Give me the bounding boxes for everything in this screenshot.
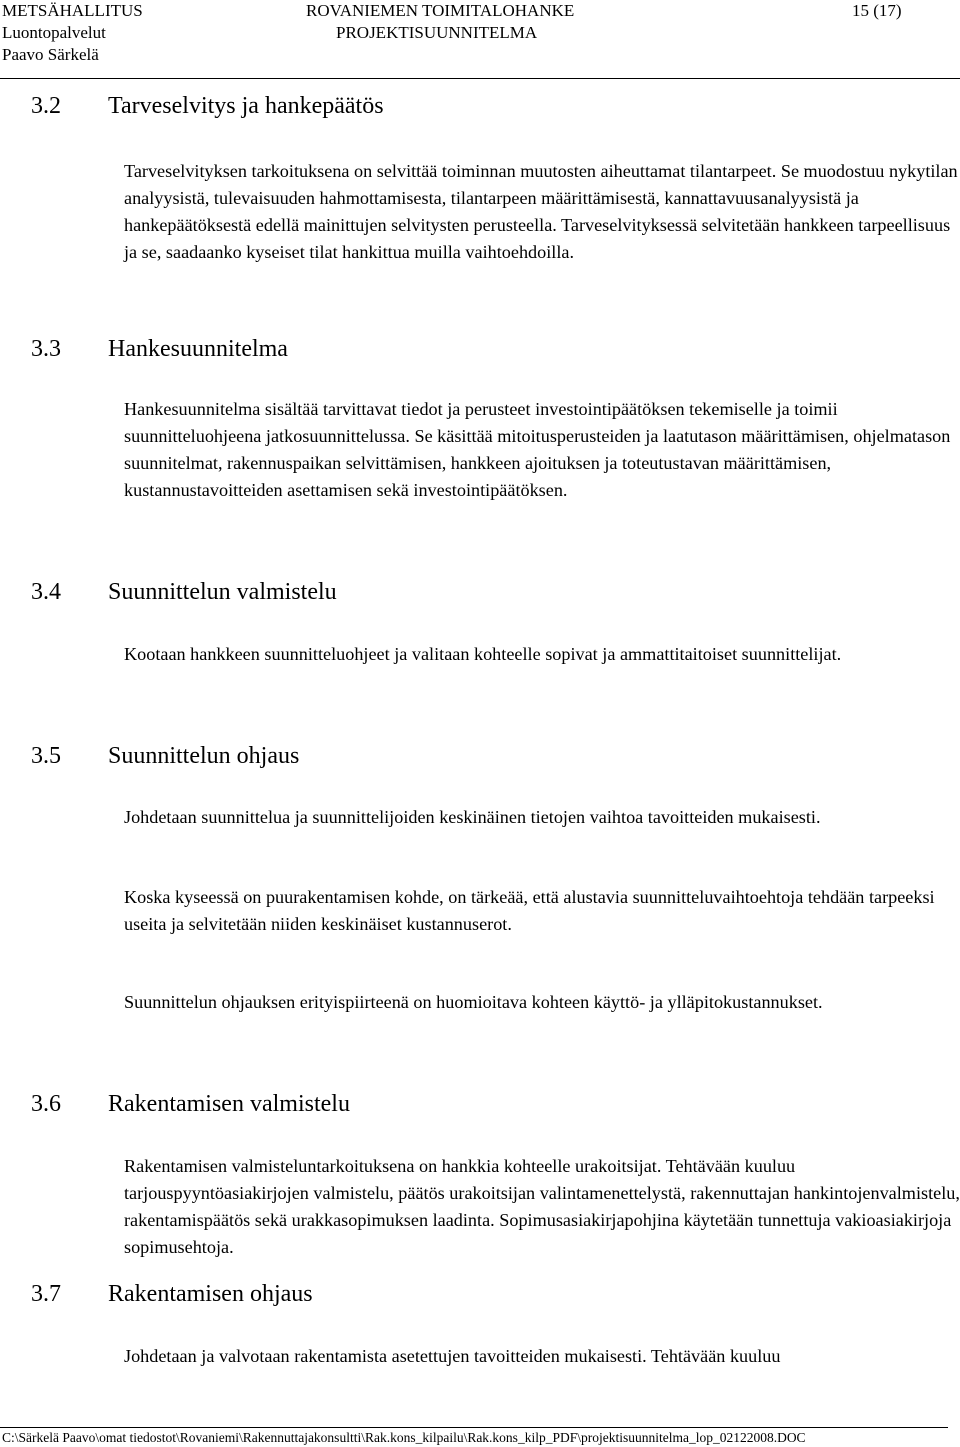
section-title: Rakentamisen valmistelu xyxy=(108,1091,350,1117)
section-number: 3.4 xyxy=(31,579,61,605)
header-organization: METSÄHALLITUS xyxy=(2,1,143,20)
section-title: Tarveselvitys ja hankepäätös xyxy=(108,93,384,119)
section-number: 3.2 xyxy=(31,93,61,119)
section-paragraph: Rakentamisen valmisteluntarkoituksena on hankkia kohteelle urakoitsijat. Tehtävään kuuluu tarjouspyyntöasiakirjojen valmistelu, päätös urakoitsijan valintamenettelystä, rakennuttajan hankintojenvalmistelu, rakentamispäätös sekä urakkasopimuksen laadinta. Sopimusasiakirjapohjina käytetään tunnettuja vakioasiakirjoja sopimusehtoja. xyxy=(124,1156,960,1257)
section-paragraph: Tarveselvityksen tarkoituksena on selvittää toiminnan muutosten aiheuttamat tilantarpeet. Se muodostuu nykytilan analyysistä, tulevaisuuden hahmottamisesta, tilantarpeen määrittämisestä, kannattavuusanalyysistä ja hankepäätöksestä edellä mainittujen selvitysten perusteella. Tarveselvityksessä selvitetään hankkeen tarpeellisuus ja se, saadaanko kyseiset tilat hankittua muilla vaihtoehdoilla. xyxy=(124,161,958,262)
section-number: 3.6 xyxy=(31,1091,61,1117)
section-number: 3.5 xyxy=(31,743,61,769)
section-title: Rakentamisen ohjaus xyxy=(108,1281,313,1307)
section-paragraph: Johdetaan suunnittelua ja suunnittelijoiden keskinäinen tietojen vaihtoa tavoitteiden mukaisesti. xyxy=(124,807,821,827)
section-number: 3.7 xyxy=(31,1281,61,1307)
section-title: Suunnittelun ohjaus xyxy=(108,743,300,769)
header-author: Paavo Särkelä xyxy=(2,45,99,64)
header-divider xyxy=(0,78,960,79)
footer-file-path: C:\Särkelä Paavo\omat tiedostot\Rovaniemi\Rakennuttajakonsultti\Rak.kons_kilpailu\Rak.kons_kilp_PDF\projektisuunnitelma_lop_02122008.DOC xyxy=(2,1430,806,1445)
header-department: Luontopalvelut xyxy=(2,23,106,42)
header-project: ROVANIEMEN TOIMITALOHANKE xyxy=(306,1,575,20)
header-left xyxy=(2,0,143,66)
section-paragraph: Suunnittelun ohjauksen erityispiirteenä on huomioitava kohteen käyttö- ja ylläpitokustannukset. xyxy=(124,992,823,1012)
section-paragraph: Kootaan hankkeen suunnitteluohjeet ja valitaan kohteelle sopivat ja ammattitaitoiset suunnittelijat. xyxy=(124,644,842,664)
section-number: 3.3 xyxy=(31,336,61,362)
footer-divider xyxy=(0,1427,948,1428)
header-document-type: PROJEKTISUUNNITELMA xyxy=(336,23,538,42)
section-paragraph: Johdetaan ja valvotaan rakentamista asetettujen tavoitteiden mukaisesti. Tehtävään kuuluu xyxy=(124,1346,781,1366)
header-center xyxy=(306,0,574,44)
section-paragraph: Hankesuunnitelma sisältää tarvittavat tiedot ja perusteet investointipäätöksen tekemiselle ja toimii suunnitteluohjeena jatkosuunnittelussa. Se käsittää mitoitusperusteiden ja laatutason määrittämisen, ohjelmatason suunnitelmat, rakennuspaikan selvittämisen, hankkeen ajoituksen ja toteutustavan määrittämisen, kustannustavoitteiden asettamisen sekä investointipäätöksen. xyxy=(124,399,951,500)
section-paragraph: Koska kyseessä on puurakentamisen kohde, on tärkeää, että alustavia suunnitteluvaihtoehtoja tehdään tarpeeksi useita ja selvitetään niiden keskinäiset kustannuserot. xyxy=(124,887,935,934)
section-title: Suunnittelun valmistelu xyxy=(108,579,337,605)
section-title: Hankesuunnitelma xyxy=(108,336,288,362)
header-page-number: 15 (17) xyxy=(852,1,902,20)
